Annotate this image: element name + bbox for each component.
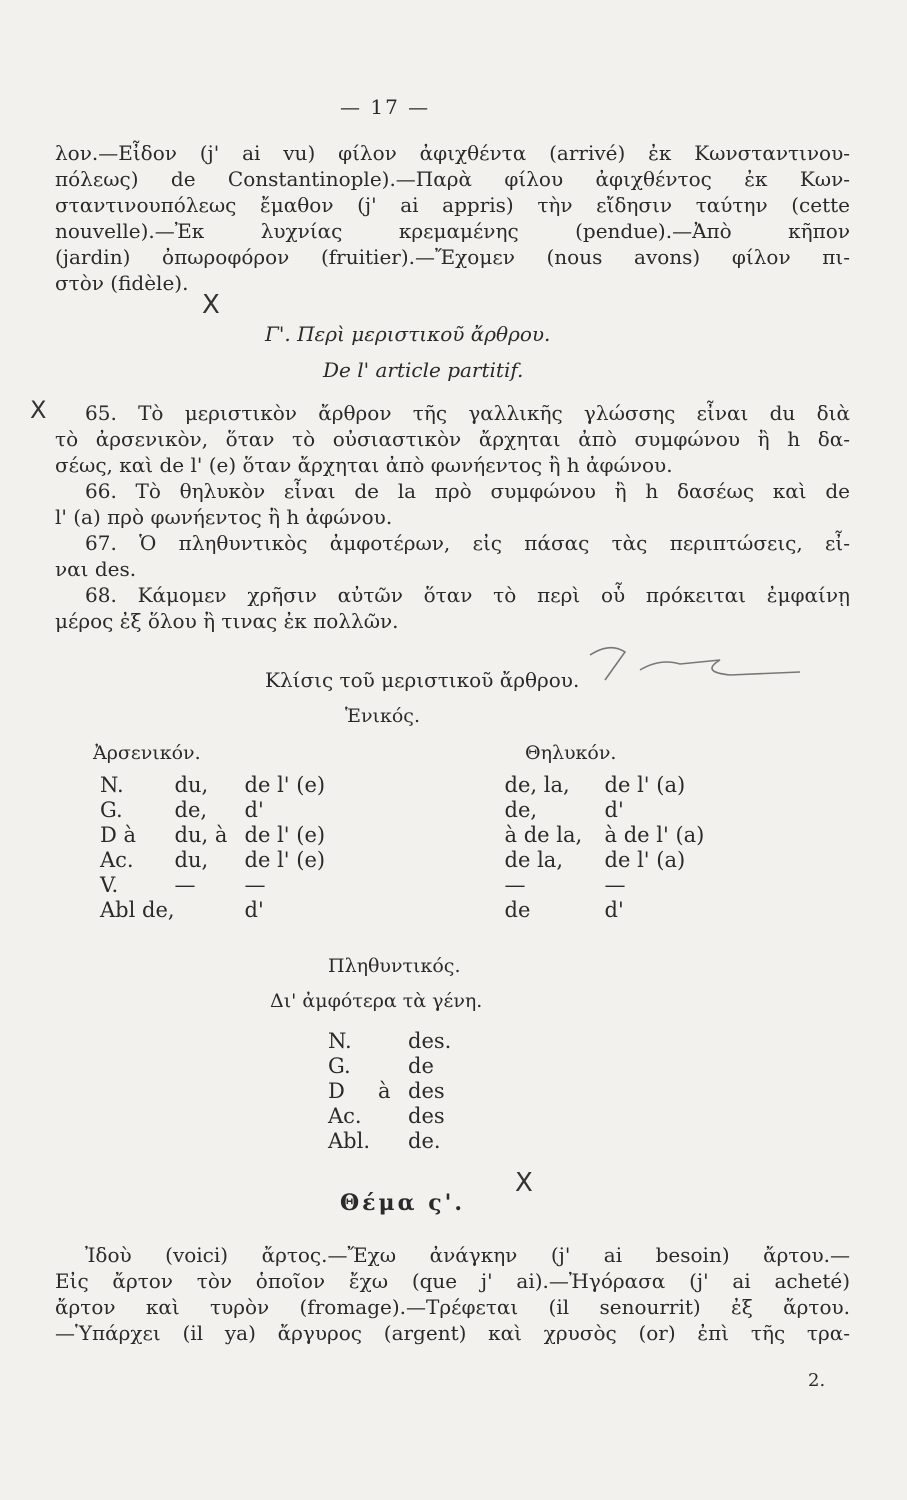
table-cell-f2: d' bbox=[604, 897, 624, 922]
theme-paragraph bbox=[55, 1242, 850, 1346]
text-line: σέως, καὶ de l' (e) ὅταν ἄρχηται ἀπὸ φωνήεντος ἢ h ἀφώνου. bbox=[55, 453, 673, 477]
text-line: ἄρτον καὶ τυρὸν (fromage).—Τρέφεται (il senourrit) ἐξ ἄρτου. bbox=[55, 1295, 850, 1319]
text-line: μέρος ἐξ ὅλου ἢ τινας ἐκ πολλῶν. bbox=[55, 609, 399, 633]
text-line: (jardin) ὀπωροφόρον (fruitier).—Ἔχομεν (nous avons) φίλον πι- bbox=[55, 245, 850, 269]
table-cell-case: D bbox=[328, 1078, 345, 1103]
table-row bbox=[328, 1103, 488, 1128]
table-cell-f1: de bbox=[504, 897, 531, 922]
text-line: Εἰς ἄρτον τὸν ὁποῖον ἔχω (que j' ai).—Ἠγόρασα (j' ai acheté) bbox=[55, 1269, 850, 1293]
text-line: ναι des. bbox=[55, 557, 137, 581]
intro-paragraph bbox=[55, 140, 850, 296]
table-row bbox=[100, 872, 725, 897]
table-cell-f2: d' bbox=[604, 797, 624, 822]
feminine-label: Θηλυκόν. bbox=[525, 742, 617, 764]
table-cell-case: Abl de, bbox=[100, 897, 175, 922]
table-row bbox=[328, 1128, 488, 1153]
plural-label: Πληθυντικός. bbox=[328, 955, 461, 977]
table-cell-f2: — bbox=[604, 872, 626, 897]
table-cell-m2: de l' (e) bbox=[244, 847, 326, 872]
table-cell-case: V. bbox=[100, 872, 119, 897]
table-cell-form: de. bbox=[408, 1128, 441, 1153]
text-line: στὸν (fidèle). bbox=[55, 271, 189, 295]
table-cell-form: de bbox=[408, 1053, 434, 1078]
table-cell-case: Ac. bbox=[100, 847, 134, 872]
table-cell-form: des bbox=[408, 1103, 445, 1128]
text-line: 68. Κάμομεν χρῆσιν αὐτῶν ὅταν τὸ περὶ οὗ πρόκειται ἐμφαίνῃ bbox=[85, 583, 850, 607]
text-line: πόλεως) de Constantinople).—Παρὰ φίλου ἀφιχθέντος ἐκ Κων- bbox=[55, 167, 850, 191]
masculine-label: Ἀρσενικόν. bbox=[93, 742, 201, 764]
table-row bbox=[328, 1028, 488, 1053]
theme-heading: Θέμα ς'. bbox=[340, 1190, 466, 1216]
table-cell-m1: de, bbox=[174, 797, 208, 822]
table-cell-f1: de, bbox=[504, 797, 538, 822]
text-line: —Ὑπάρχει (il ya) ἄργυρος (argent) καὶ χρυσὸς (or) ἐπὶ τῆς τρα- bbox=[55, 1321, 850, 1345]
table-cell-m1 bbox=[175, 897, 245, 922]
text-line: τὸ ἀρσενικὸν, ὅταν τὸ οὐσιαστικὸν ἄρχηται ἀπὸ συμφώνου ἢ h δα- bbox=[55, 427, 850, 451]
table-cell-f2: à de l' (a) bbox=[604, 822, 705, 847]
handwritten-x-mark: X bbox=[515, 1168, 533, 1198]
table-cell-f2: de l' (a) bbox=[604, 847, 686, 872]
table-row bbox=[100, 772, 725, 797]
handwritten-x-mark: X bbox=[202, 290, 220, 320]
singular-declension-table bbox=[100, 772, 725, 922]
table-cell-m1: du, bbox=[174, 772, 209, 797]
table-cell-f2: de l' (a) bbox=[604, 772, 686, 797]
table-cell-prep bbox=[378, 1028, 408, 1053]
table-row bbox=[100, 797, 725, 822]
table-cell-case: G. bbox=[328, 1053, 351, 1078]
table-row bbox=[328, 1078, 488, 1103]
table-row bbox=[100, 897, 725, 922]
text-line: 66. Τὸ θηλυκὸν εἶναι de la πρὸ συμφώνου ἢ h δασέως καὶ de bbox=[85, 479, 850, 503]
table-cell-prep bbox=[378, 1053, 408, 1078]
declension-title: Κλίσις τοῦ μεριστικοῦ ἄρθρου. bbox=[265, 668, 580, 692]
section-heading-french: De l' article partitif. bbox=[323, 358, 524, 382]
table-cell-f1: de, la, bbox=[504, 772, 570, 797]
table-cell-case: N. bbox=[328, 1028, 352, 1053]
table-cell-f1: — bbox=[504, 872, 526, 897]
plural-declension-table bbox=[328, 1028, 488, 1153]
table-cell-prep: à bbox=[378, 1078, 391, 1103]
table-row bbox=[100, 847, 725, 872]
table-cell-m2: de l' (e) bbox=[244, 772, 326, 797]
table-cell-m2: d' bbox=[244, 797, 264, 822]
table-cell-prep bbox=[378, 1103, 408, 1128]
text-line: λον.—Εἶδον (j' ai vu) φίλον ἀφιχθέντα (arrivé) ἐκ Κωνσταντινου- bbox=[55, 141, 850, 165]
plural-sublabel: Δι' ἀμφότερα τὰ γένη. bbox=[270, 990, 483, 1012]
table-row bbox=[328, 1053, 488, 1078]
table-cell-case: Abl. bbox=[328, 1128, 370, 1153]
page-number: — 17 — bbox=[340, 95, 431, 119]
handwritten-scribble bbox=[570, 630, 810, 690]
table-cell-form: des. bbox=[408, 1028, 452, 1053]
section-heading-greek: Γ'. Περὶ μεριστικοῦ ἄρθρου. bbox=[265, 322, 551, 346]
table-cell-m1: — bbox=[174, 872, 196, 897]
table-cell-prep bbox=[378, 1128, 408, 1153]
text-line: l' (a) πρὸ φωνήεντος ἢ h ἀφώνου. bbox=[55, 505, 393, 529]
table-cell-f1: de la, bbox=[504, 847, 564, 872]
text-line: σταντινουπόλεως ἔμαθον (j' ai appris) τὴν εἴδησιν ταύτην (cette bbox=[55, 193, 850, 217]
singular-label: Ἑνικός. bbox=[345, 705, 420, 727]
text-line: 67. Ὁ πληθυντικὸς ἀμφοτέρων, εἰς πάσας τὰς περιπτώσεις, εἶ- bbox=[85, 531, 850, 555]
table-row bbox=[100, 822, 725, 847]
handwritten-x-mark: X bbox=[30, 396, 47, 424]
table-cell-m1: du, bbox=[174, 847, 209, 872]
table-cell-m2: d' bbox=[244, 897, 264, 922]
table-cell-f1: à de la, bbox=[504, 822, 583, 847]
signature-mark: 2. bbox=[808, 1370, 826, 1391]
table-cell-case: D à bbox=[100, 822, 137, 847]
text-line: Ἰδοὺ (voici) ἄρτος.—Ἔχω ἀνάγκην (j' ai besoin) ἄρτου.— bbox=[85, 1243, 850, 1267]
table-cell-case: G. bbox=[100, 797, 123, 822]
rules-paragraph bbox=[55, 400, 850, 634]
table-cell-case: N. bbox=[100, 772, 124, 797]
table-cell-form: des bbox=[408, 1078, 445, 1103]
table-cell-m1: du, à bbox=[174, 822, 228, 847]
table-cell-case: Ac. bbox=[328, 1103, 362, 1128]
table-cell-m2: — bbox=[244, 872, 266, 897]
text-line: 65. Τὸ μεριστικὸν ἄρθρον τῆς γαλλικῆς γλώσσης εἶναι du διὰ bbox=[85, 401, 850, 425]
text-line: nouvelle).—Ἐκ λυχνίας κρεμαμένης (pendue).—Ἀπὸ κῆπον bbox=[55, 219, 850, 243]
table-cell-m2: de l' (e) bbox=[244, 822, 326, 847]
